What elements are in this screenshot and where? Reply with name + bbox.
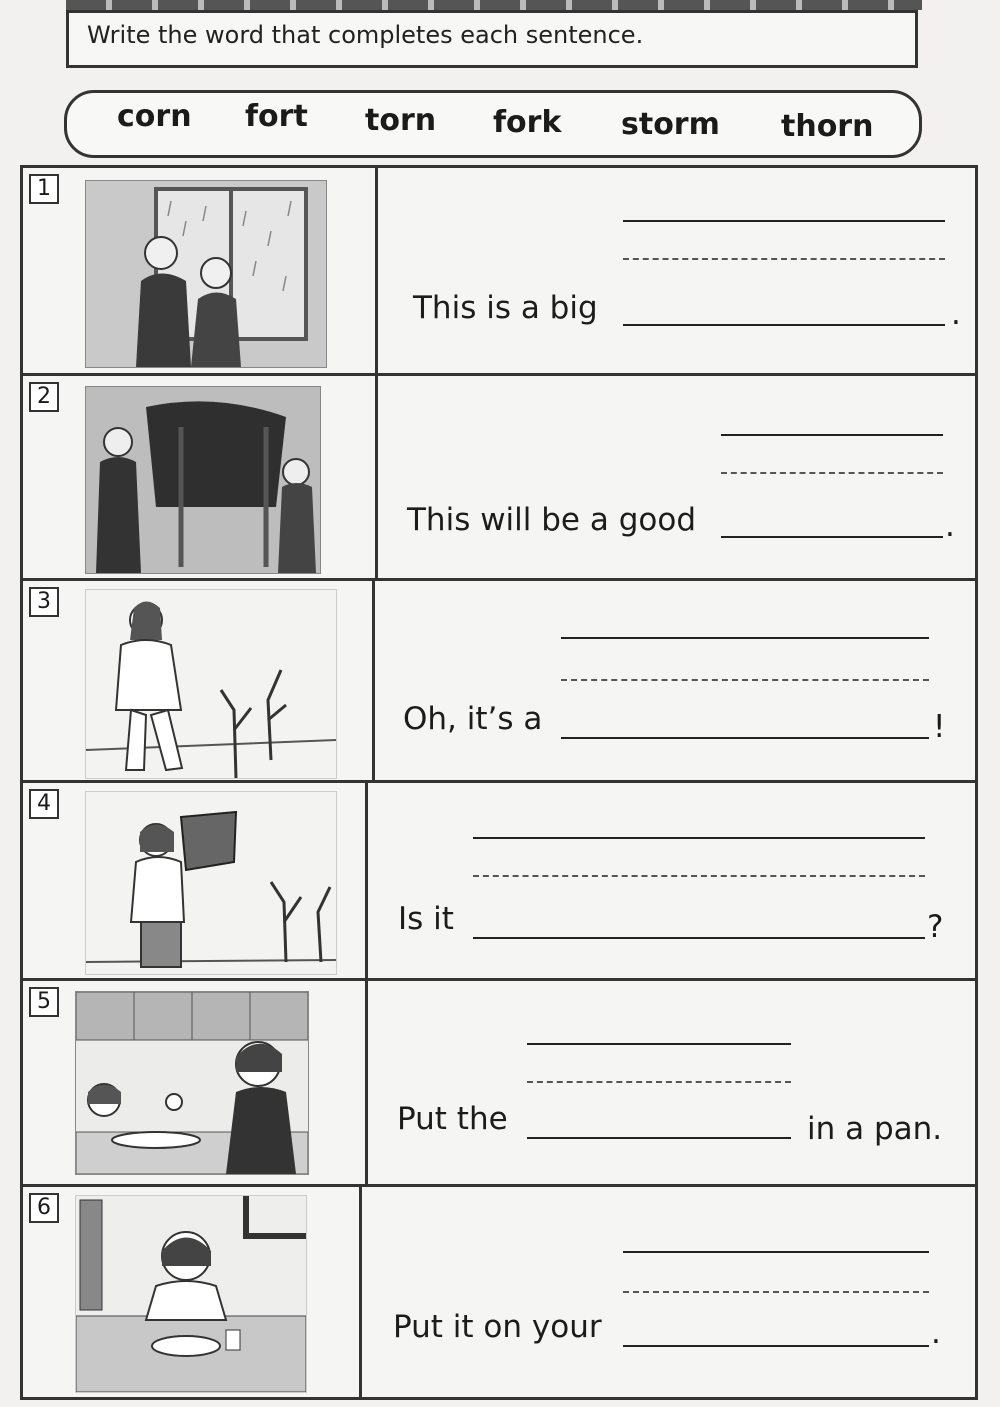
- writing-top-line: [721, 434, 943, 436]
- sentence-text: This is a big: [413, 290, 598, 326]
- writing-top-line: [623, 220, 945, 222]
- sentence-text: This will be a good: [407, 502, 696, 538]
- row-number: 4: [29, 789, 59, 819]
- sentence-text: Put it on your: [393, 1309, 602, 1345]
- answer-line[interactable]: [561, 737, 929, 739]
- answer-line[interactable]: [623, 324, 945, 326]
- word-bank-item: thorn: [781, 109, 874, 144]
- writing-mid-line: [473, 875, 925, 877]
- answer-line[interactable]: [473, 937, 925, 939]
- writing-mid-line: [561, 679, 929, 681]
- corn-illustration: [75, 991, 309, 1175]
- exercise-row: [23, 981, 975, 1187]
- sentence-text: Put the: [397, 1101, 508, 1137]
- fork-illustration: [75, 1195, 307, 1393]
- word-bank-item: storm: [621, 107, 720, 142]
- row-number: 3: [29, 587, 59, 617]
- answer-line[interactable]: [721, 536, 943, 538]
- writing-top-line: [561, 637, 929, 639]
- word-bank-item: torn: [365, 103, 437, 138]
- row-number: 6: [29, 1193, 59, 1223]
- sentence-end: !: [933, 709, 946, 745]
- sentence-end: .: [945, 508, 955, 544]
- fort-illustration: [85, 386, 321, 574]
- word-bank: [64, 90, 922, 158]
- storm-illustration: [85, 180, 327, 368]
- writing-mid-line: [623, 1291, 929, 1293]
- word-bank-item: corn: [117, 99, 192, 134]
- row-number: 5: [29, 987, 59, 1017]
- word-bank-item: fork: [493, 105, 562, 140]
- exercise-row: [23, 168, 975, 376]
- word-bank-item: fort: [245, 99, 308, 134]
- writing-top-line: [473, 837, 925, 839]
- sentence-end: .: [931, 1315, 941, 1351]
- thorn-illustration: [85, 791, 337, 975]
- row-number: 1: [29, 174, 59, 204]
- writing-top-line: [527, 1043, 791, 1045]
- answer-line[interactable]: [527, 1137, 791, 1139]
- sentence-end: .: [951, 296, 961, 332]
- exercise-row: [23, 1187, 975, 1397]
- exercise-row: [23, 376, 975, 581]
- writing-mid-line: [527, 1081, 791, 1083]
- exercise-row: [23, 581, 975, 783]
- sentence-end: ?: [927, 909, 944, 945]
- row-number: 2: [29, 382, 59, 412]
- writing-mid-line: [721, 472, 943, 474]
- instructions-box: [66, 10, 918, 68]
- sentence-text: Oh, it’s a: [403, 701, 543, 737]
- banner-decoration: [66, 0, 922, 10]
- exercise-row: [23, 783, 975, 981]
- exercise-grid: [20, 165, 978, 1400]
- sentence-text: Is it: [398, 901, 454, 937]
- torn-illustration: [85, 589, 337, 779]
- answer-line[interactable]: [623, 1345, 929, 1347]
- writing-mid-line: [623, 258, 945, 260]
- instructions-text: Write the word that completes each sentence.: [87, 21, 644, 49]
- sentence-end: in a pan.: [807, 1111, 943, 1147]
- writing-top-line: [623, 1251, 929, 1253]
